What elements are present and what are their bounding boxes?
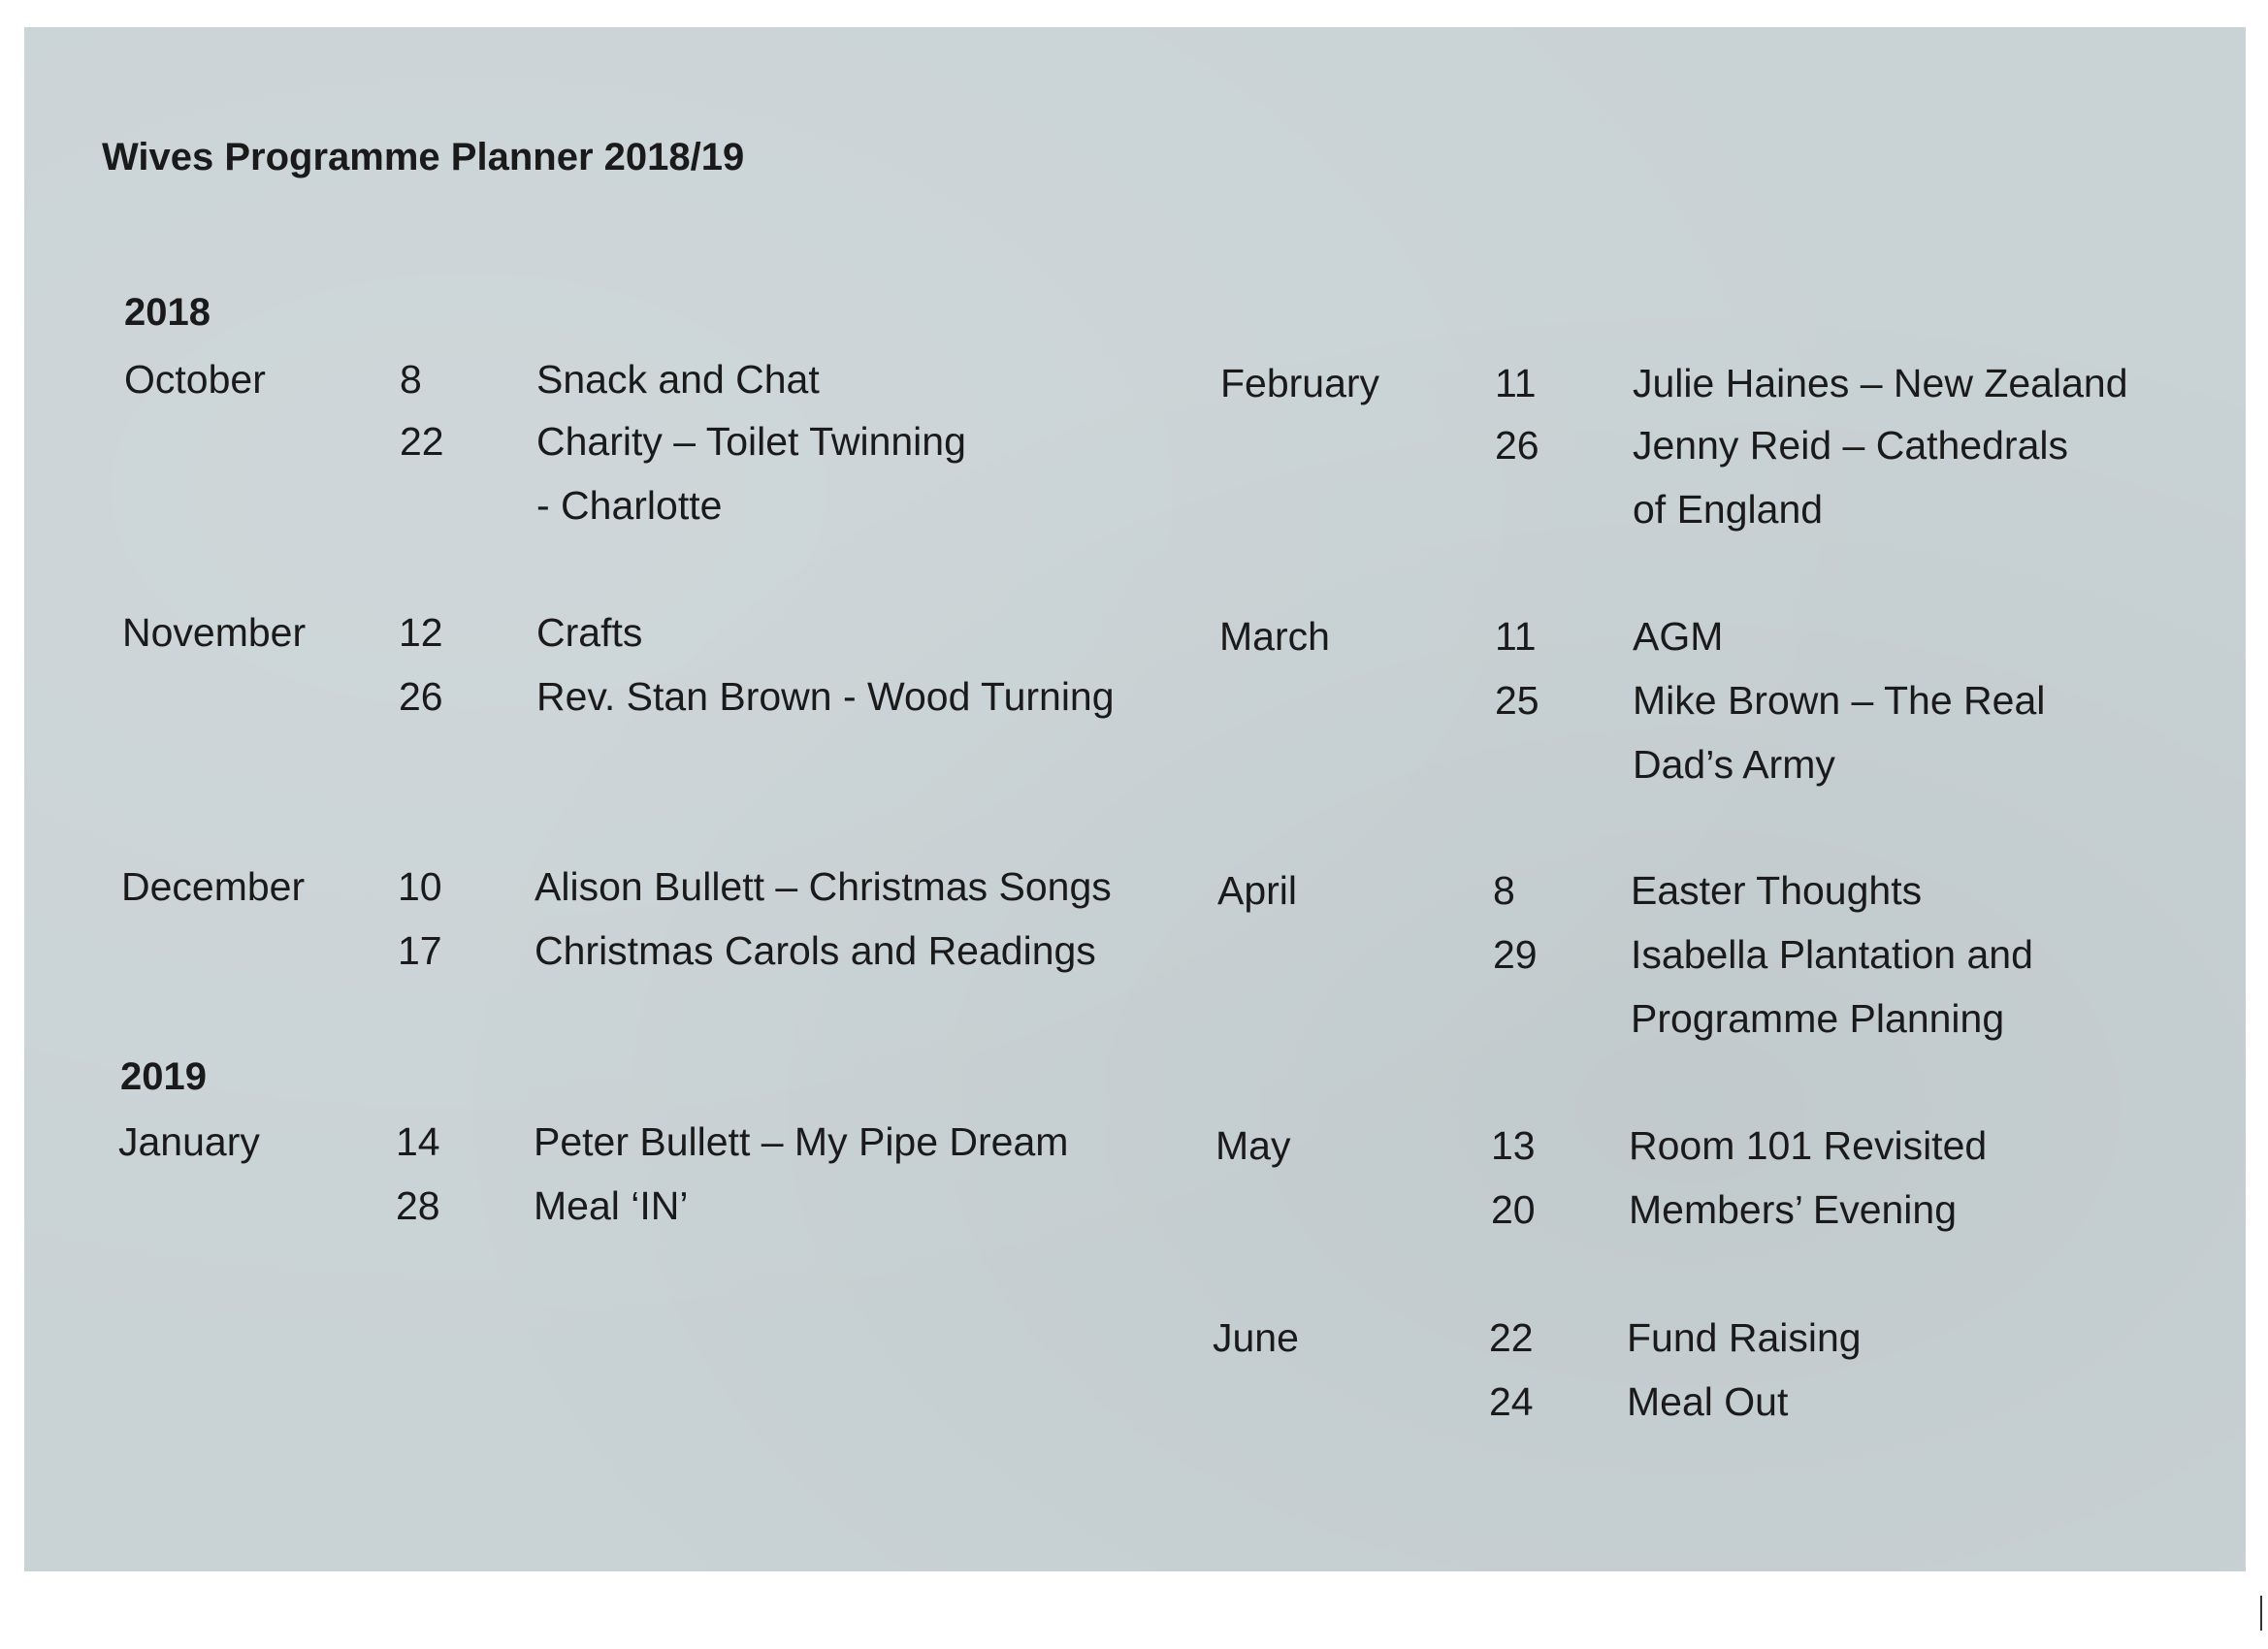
date-march-1: 11: [1495, 614, 1537, 659]
date-april-2: 29: [1493, 932, 1538, 977]
event-december-2: Christmas Carols and Readings: [535, 928, 1096, 973]
date-february-1: 11: [1495, 361, 1537, 405]
month-december: December: [121, 864, 306, 909]
date-october-2: 22: [400, 419, 444, 464]
date-january-2: 28: [396, 1183, 440, 1228]
date-october-1: 8: [400, 357, 422, 402]
event-may-2: Members’ Evening: [1629, 1187, 1958, 1232]
event-january-1: Peter Bullett – My Pipe Dream: [534, 1119, 1069, 1164]
date-may-1: 13: [1491, 1123, 1536, 1168]
date-june-2: 24: [1489, 1379, 1534, 1424]
date-november-1: 12: [399, 610, 443, 655]
date-december-1: 10: [398, 864, 442, 909]
event-november-2: Rev. Stan Brown - Wood Turning: [536, 674, 1115, 719]
date-december-2: 17: [398, 928, 442, 973]
scan-artifact-line: [2260, 1596, 2262, 1631]
month-october: October: [124, 357, 266, 402]
event-march-2-cont: Dad’s Army: [1633, 742, 1835, 787]
event-june-2: Meal Out: [1627, 1379, 1789, 1424]
month-february: February: [1220, 361, 1380, 405]
event-march-2: Mike Brown – The Real: [1633, 678, 2046, 723]
date-may-2: 20: [1491, 1187, 1536, 1232]
month-may: May: [1215, 1123, 1291, 1168]
event-june-1: Fund Raising: [1627, 1315, 1862, 1360]
event-february-2: Jenny Reid – Cathedrals: [1633, 423, 2068, 468]
date-january-1: 14: [396, 1119, 440, 1164]
month-march: March: [1219, 614, 1330, 659]
month-april: April: [1217, 868, 1298, 913]
event-february-1: Julie Haines – New Zealand: [1633, 361, 2128, 405]
event-november-1: Crafts: [536, 610, 643, 655]
event-april-2-cont: Programme Planning: [1631, 996, 2005, 1041]
year-heading-2018: 2018: [124, 291, 211, 334]
event-february-2-cont: of England: [1633, 487, 1824, 532]
month-november: November: [122, 610, 307, 655]
event-december-1: Alison Bullett – Christmas Songs: [535, 864, 1112, 909]
document-title: Wives Programme Planner 2018/19: [102, 136, 745, 178]
event-october-1: Snack and Chat: [536, 357, 820, 402]
scanned-sheet: [24, 27, 2246, 1571]
month-june: June: [1213, 1315, 1299, 1360]
date-june-1: 22: [1489, 1315, 1534, 1360]
month-january: January: [118, 1119, 260, 1164]
event-october-2: Charity – Toilet Twinning: [536, 419, 966, 464]
date-april-1: 8: [1493, 868, 1515, 913]
date-february-2: 26: [1495, 423, 1539, 468]
year-heading-2019: 2019: [120, 1055, 207, 1098]
date-november-2: 26: [399, 674, 443, 719]
date-march-2: 25: [1495, 678, 1539, 723]
event-january-2: Meal ‘IN’: [534, 1183, 689, 1228]
event-april-2: Isabella Plantation and: [1631, 932, 2033, 977]
event-april-1: Easter Thoughts: [1631, 868, 1923, 913]
event-may-1: Room 101 Revisited: [1629, 1123, 1988, 1168]
event-october-2-cont: - Charlotte: [536, 483, 723, 528]
event-march-1: AGM: [1633, 614, 1724, 659]
